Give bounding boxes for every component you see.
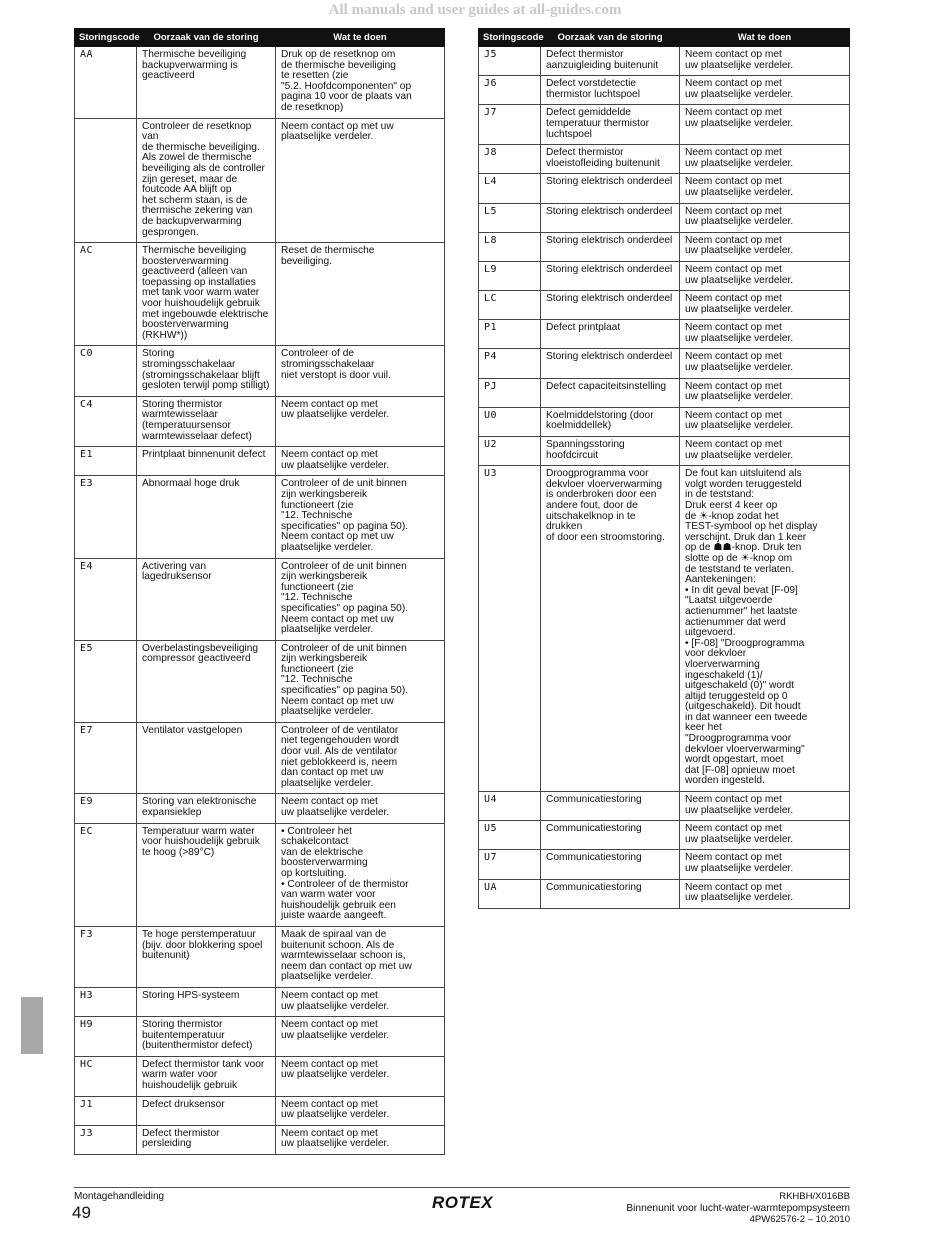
table-row (75, 722, 445, 794)
error-action: Neem contact op met uw plaatselijke verdeler. (680, 879, 850, 908)
error-cause: Koelmiddelstoring (door koelmiddellek) (541, 407, 680, 436)
error-cause: Defect thermistor tank voor warm water voor huishoudelijk gebruik (137, 1056, 276, 1096)
error-action: Controleer of de unit binnen zijn werkingsbereik functioneert (zie "12. Technische specificaties" op pagina 50). Neem contact op met uw plaatselijke verdeler. (276, 640, 445, 722)
error-code: U4 (479, 792, 541, 821)
error-code: J8 (479, 145, 541, 174)
error-code: U3 (479, 466, 541, 792)
error-code: E3 (75, 476, 137, 558)
footer-divider (74, 1187, 850, 1188)
error-cause: Storing elektrisch onderdeel (541, 291, 680, 320)
table-row (479, 349, 850, 378)
header-action: Wat te doen (680, 29, 850, 47)
error-action: Neem contact op met uw plaatselijke verdeler. (680, 850, 850, 879)
error-cause: Storing elektrisch onderdeel (541, 261, 680, 290)
error-action: Neem contact op met uw plaatselijke verdeler. (276, 794, 445, 823)
table-row (75, 1017, 445, 1057)
error-cause: Storing elektrisch onderdeel (541, 232, 680, 261)
error-action: Neem contact op met uw plaatselijke verdeler. (680, 174, 850, 203)
error-action: Neem contact op met uw plaatselijke verdeler. (276, 1056, 445, 1096)
error-cause: Defect capaciteitsinstelling (541, 378, 680, 407)
footer-description: Binnenunit voor lucht-water-warmtepompsysteem (626, 1202, 850, 1214)
error-cause: Storing elektrisch onderdeel (541, 174, 680, 203)
header-cause: Oorzaak van de storing (137, 29, 276, 47)
error-code: LC (479, 291, 541, 320)
table-row (479, 261, 850, 290)
table-row (479, 821, 850, 850)
error-code: E7 (75, 722, 137, 794)
error-cause: Ventilator vastgelopen (137, 722, 276, 794)
error-action: Controleer of de ventilator niet tegengehouden wordt door vuil. Als de ventilator niet geblokkeerd is, neem dan contact op met uw plaatselijke verdeler. (276, 722, 445, 794)
error-code: J1 (75, 1096, 137, 1125)
table-body-right (479, 47, 850, 909)
error-cause: Communicatiestoring (541, 879, 680, 908)
error-cause: Te hoge perstemperatuur (bijv. door blokkering spoel buitenunit) (137, 926, 276, 987)
error-cause: Printplaat binnenunit defect (137, 447, 276, 476)
error-code: J3 (75, 1125, 137, 1154)
error-code: AC (75, 243, 137, 346)
brand-logo: ROTEX (432, 1193, 494, 1212)
header-code: Storingscode (479, 29, 541, 47)
error-action: Neem contact op met uw plaatselijke verdeler. (680, 792, 850, 821)
table-row (75, 243, 445, 346)
page-number: 49 (72, 1203, 91, 1222)
footer-model: RKHBH/X016BB (779, 1191, 850, 1202)
table-body-left (75, 47, 445, 1155)
error-action: Neem contact op met uw plaatselijke verdeler. (680, 105, 850, 145)
table-row (479, 437, 850, 466)
error-action: Neem contact op met uw plaatselijke verdeler. (276, 1096, 445, 1125)
error-cause: Droogprogramma voor dekvloer vloerverwarming is onderbroken door een andere fout, door de uitschakelknop in te drukken of door een stroomstoring. (541, 466, 680, 792)
error-cause: Storing thermistor warmtewisselaar (temperatuursensor warmtewisselaar defect) (137, 396, 276, 446)
error-cause: Temperatuur warm water voor huishoudelijk gebruik te hoog (>89°C) (137, 823, 276, 926)
table-row (479, 466, 850, 792)
header-action: Wat te doen (276, 29, 445, 47)
error-cause: Defect vorstdetectie thermistor luchtspoel (541, 76, 680, 105)
error-cause: Storing HPS-systeem (137, 987, 276, 1016)
table-row (75, 1096, 445, 1125)
footer-doc-type: Montagehandleiding (74, 1191, 165, 1202)
error-code: H9 (75, 1017, 137, 1057)
error-cause: Defect thermistor aanzuigleiding buitenunit (541, 47, 680, 76)
error-code: AA (75, 47, 137, 119)
table-header-row (75, 29, 445, 47)
table-row (479, 320, 850, 349)
error-code: U0 (479, 407, 541, 436)
error-code: L4 (479, 174, 541, 203)
error-action: Neem contact op met uw plaatselijke verdeler. (680, 261, 850, 290)
error-action: Reset de thermische beveiliging. (276, 243, 445, 346)
error-cause: Communicatiestoring (541, 792, 680, 821)
table-row (75, 558, 445, 640)
error-code: HC (75, 1056, 137, 1096)
error-action: Neem contact op met uw plaatselijke verdeler. (680, 407, 850, 436)
header-cause: Oorzaak van de storing (541, 29, 680, 47)
table-header-row (479, 29, 850, 47)
error-action: Neem contact op met uw plaatselijke verdeler. (680, 378, 850, 407)
error-code: U5 (479, 821, 541, 850)
error-action: Controleer of de unit binnen zijn werkingsbereik functioneert (zie "12. Technische specificaties" op pagina 50). Neem contact op met uw plaatselijke verdeler. (276, 476, 445, 558)
error-cause: Communicatiestoring (541, 850, 680, 879)
error-action: Neem contact op met uw plaatselijke verdeler. (680, 203, 850, 232)
error-code: F3 (75, 926, 137, 987)
error-cause: Communicatiestoring (541, 821, 680, 850)
error-cause: Storing elektrisch onderdeel (541, 203, 680, 232)
error-code: U7 (479, 850, 541, 879)
table-row (479, 76, 850, 105)
table-row (75, 47, 445, 119)
error-action: Neem contact op met uw plaatselijke verdeler. (680, 232, 850, 261)
error-action: Neem contact op met uw plaatselijke verdeler. (680, 821, 850, 850)
error-action: Neem contact op met uw plaatselijke verdeler. (680, 291, 850, 320)
error-cause: Defect thermistor persleiding (137, 1125, 276, 1154)
table-row (75, 346, 445, 396)
error-cause: Abnormaal hoge druk (137, 476, 276, 558)
footer-info (626, 1191, 850, 1226)
error-code: PJ (479, 378, 541, 407)
error-action: Neem contact op met uw plaatselijke verdeler. (680, 76, 850, 105)
error-action: Neem contact op met uw plaatselijke verdeler. (276, 396, 445, 446)
error-code: UA (479, 879, 541, 908)
error-action: • Controleer het schakelcontact van de elektrische boosterverwarming op kortsluiting. • Controleer of de thermistor van warm water voor huishoudelijk gebruik een juiste waarde aangeeft. (276, 823, 445, 926)
error-code: E5 (75, 640, 137, 722)
error-code: EC (75, 823, 137, 926)
table-row (479, 850, 850, 879)
error-cause: Thermische beveiliging backupverwarming is geactiveerd (137, 47, 276, 119)
error-code: H3 (75, 987, 137, 1016)
error-cause: Storing van elektronische expansieklep (137, 794, 276, 823)
table-row (479, 145, 850, 174)
error-action: Neem contact op met uw plaatselijke verdeler. (276, 987, 445, 1016)
error-code: J5 (479, 47, 541, 76)
error-cause: Defect printplaat (541, 320, 680, 349)
table-row (479, 47, 850, 76)
error-action: Maak de spiraal van de buitenunit schoon. Als de warmtewisselaar schoon is, neem dan contact op met uw plaatselijke verdeler. (276, 926, 445, 987)
error-code: P1 (479, 320, 541, 349)
table-row (75, 640, 445, 722)
error-cause: Defect gemiddelde temperatuur thermistor luchtspoel (541, 105, 680, 145)
error-cause: Spanningsstoring hoofdcircuit (541, 437, 680, 466)
error-cause: Storing stromingsschakelaar (stromingsschakelaar blijft gesloten terwijl pomp stilligt) (137, 346, 276, 396)
error-action: Neem contact op met uw plaatselijke verdeler. (680, 437, 850, 466)
error-table-left (74, 28, 445, 1155)
table-row (75, 823, 445, 926)
error-code (75, 118, 137, 243)
error-cause: Controleer de resetknop van de thermische beveiliging. Als zowel de thermische beveiliging als de controller zijn gereset, maar de foutcode AA blijft op het scherm staan, is de thermische zekering van de backupverwarming gesprongen. (137, 118, 276, 243)
error-action: Neem contact op met uw plaatselijke verdeler. (680, 349, 850, 378)
table-row (75, 1125, 445, 1154)
error-code: C4 (75, 396, 137, 446)
error-action: Neem contact op met uw plaatselijke verdeler. (276, 1017, 445, 1057)
error-action: Neem contact op met uw plaatselijke verdeler. (276, 447, 445, 476)
table-row (75, 118, 445, 243)
table-row (75, 396, 445, 446)
error-code: E4 (75, 558, 137, 640)
error-cause: Thermische beveiliging boosterverwarming geactiveerd (alleen van toepassing op installaties met tank voor warm water voor huishoudelijk gebruik met ingebouwde elektrische boosterverwarming (RKHW*)) (137, 243, 276, 346)
table-row (75, 447, 445, 476)
footer-doc-ref: 4PW62576-2 – 10.2010 (749, 1214, 850, 1225)
table-row (479, 291, 850, 320)
error-code: L5 (479, 203, 541, 232)
table-row (479, 378, 850, 407)
table-row (75, 794, 445, 823)
error-cause: Defect druksensor (137, 1096, 276, 1125)
table-row (479, 407, 850, 436)
table-row (75, 476, 445, 558)
error-code: U2 (479, 437, 541, 466)
table-row (479, 232, 850, 261)
error-code: J6 (479, 76, 541, 105)
error-cause: Activering van lagedruksensor (137, 558, 276, 640)
error-code: J7 (479, 105, 541, 145)
error-action: Neem contact op met uw plaatselijke verdeler. (276, 118, 445, 243)
error-action: Neem contact op met uw plaatselijke verdeler. (680, 145, 850, 174)
watermark: All manuals and user guides at all-guides.com (328, 2, 622, 18)
error-action: De fout kan uitsluitend als volgt worden teruggesteld in de teststand: Druk eerst 4 keer op de ☀-knop zodat het TEST-symbool op het display verschijnt. Druk dan 1 keer op de ☗☗-knop. Druk ten slotte op de ☀-knop om de teststand te verlaten. Aantekeningen: • In dit geval bevat [F-09] "Laatst uitgevoerde actienummer" het laatste actienummer dat werd uitgevoerd. • [F-08] "Droogprogramma voor dekvloer vloerverwarming ingeschakeld (1)/ uitgeschakeld (0)" wordt altijd teruggesteld op 0 (uitgeschakeld). Dit houdt in dat wanneer een tweede keer het "Droogprogramma voor dekvloer vloerverwarming" wordt opgestart, moet dat [F-08] opnieuw moet worden ingesteld. (680, 466, 850, 792)
error-cause: Storing thermistor buitentemperatuur (buitenthermistor defect) (137, 1017, 276, 1057)
error-table-right (478, 28, 850, 909)
error-action: Druk op de resetknop om de thermische beveiliging te resetten (zie "5.2. Hoofdcomponenten" op pagina 10 voor de plaats van de resetknop) (276, 47, 445, 119)
table-row (479, 792, 850, 821)
table-row (75, 926, 445, 987)
table-row (75, 1056, 445, 1096)
error-cause: Overbelastingsbeveiliging compressor geactiveerd (137, 640, 276, 722)
error-cause: Storing elektrisch onderdeel (541, 349, 680, 378)
error-action: Controleer of de stromingsschakelaar niet verstopt is door vuil. (276, 346, 445, 396)
error-code: E9 (75, 794, 137, 823)
error-cause: Defect thermistor vloeistofleiding buitenunit (541, 145, 680, 174)
error-code: P4 (479, 349, 541, 378)
error-code: C0 (75, 346, 137, 396)
error-action: Neem contact op met uw plaatselijke verdeler. (680, 47, 850, 76)
chapter-tab-marker (21, 997, 43, 1054)
error-code: L8 (479, 232, 541, 261)
error-action: Neem contact op met uw plaatselijke verdeler. (680, 320, 850, 349)
table-row (479, 879, 850, 908)
error-action: Controleer of de unit binnen zijn werkingsbereik functioneert (zie "12. Technische specificaties" op pagina 50). Neem contact op met uw plaatselijke verdeler. (276, 558, 445, 640)
header-code: Storingscode (75, 29, 137, 47)
table-row (479, 203, 850, 232)
table-row (479, 105, 850, 145)
error-code: E1 (75, 447, 137, 476)
table-row (75, 987, 445, 1016)
error-action: Neem contact op met uw plaatselijke verdeler. (276, 1125, 445, 1154)
table-row (479, 174, 850, 203)
error-code: L9 (479, 261, 541, 290)
